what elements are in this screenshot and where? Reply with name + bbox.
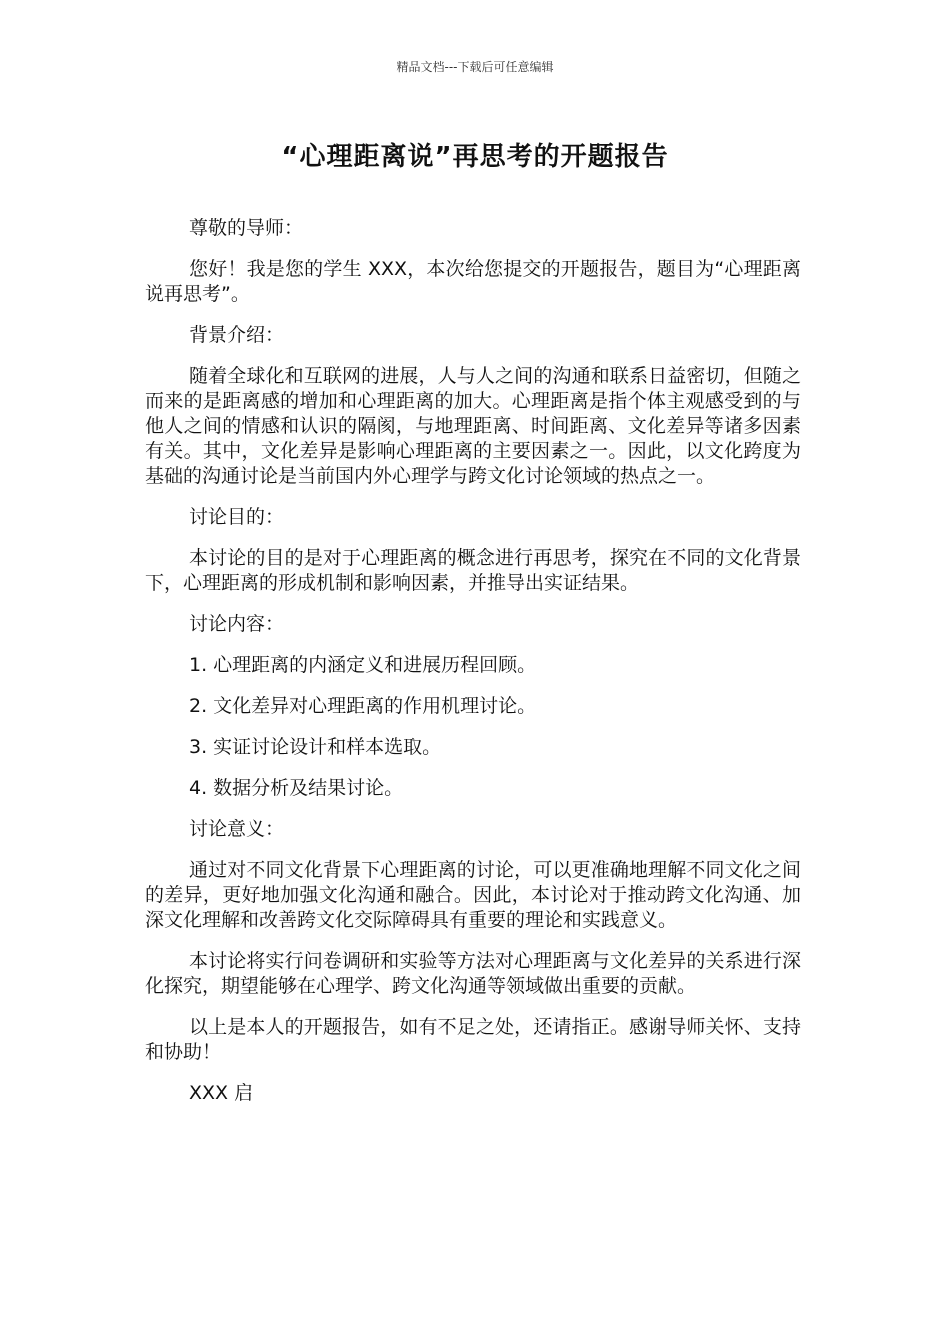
background-heading: 背景介绍：	[189, 324, 285, 346]
content-list-item: 3. 实证讨论设计和样本选取。	[189, 736, 442, 758]
signature: XXX 启	[189, 1082, 254, 1104]
background-paragraph: 随着全球化和互联网的进展，人与人之间的沟通和联系日益密切，但随之而来的是距离感的增加和心理距离的加大。心理距离是指个体主观感受到的与他人之间的情感和认识的隔阂，与地理距离、时间距离、文化差异等诸多因素有关。其中，文化差异是影响心理距离的主要因素之一。因此，以文化跨度为基础的沟通讨论是当前国内外心理学与跨文化讨论领域的热点之一。	[145, 365, 801, 487]
closing-paragraph: 以上是本人的开题报告，如有不足之处，还请指正。感谢导师关怀、支持和协助！	[145, 1016, 801, 1063]
significance-paragraph-2: 本讨论将实行问卷调研和实验等方法对心理距离与文化差异的关系进行深化探究，期望能够在心理学、跨文化沟通等领域做出重要的贡献。	[145, 950, 801, 997]
purpose-paragraph: 本讨论的目的是对于心理距离的概念进行再思考，探究在不同的文化背景下，心理距离的形成机制和影响因素，并推导出实证结果。	[145, 547, 801, 594]
intro-paragraph: 您好！我是您的学生 XXX，本次给您提交的开题报告，题目为“心理距离说再思考”。	[145, 258, 801, 305]
purpose-heading: 讨论目的：	[189, 506, 285, 528]
significance-heading: 讨论意义：	[189, 818, 285, 840]
header-note: 精品文档---下载后可任意编辑	[396, 60, 554, 74]
document-title: “心理距离说”再思考的开题报告	[281, 142, 669, 172]
content-heading: 讨论内容：	[189, 613, 285, 635]
content-list-item: 2. 文化差异对心理距离的作用机理讨论。	[189, 695, 537, 717]
content-list-item: 4. 数据分析及结果讨论。	[189, 777, 404, 799]
significance-paragraph-1: 通过对不同文化背景下心理距离的讨论，可以更准确地理解不同文化之间的差异，更好地加强文化沟通和融合。因此，本讨论对于推动跨文化沟通、加深文化理解和改善跨文化交际障碍具有重要的理论和实践意义。	[145, 859, 801, 931]
salutation: 尊敬的导师：	[189, 217, 304, 239]
document-body	[145, 216, 801, 1122]
content-list-item: 1. 心理距离的内涵定义和进展历程回顾。	[189, 654, 537, 676]
